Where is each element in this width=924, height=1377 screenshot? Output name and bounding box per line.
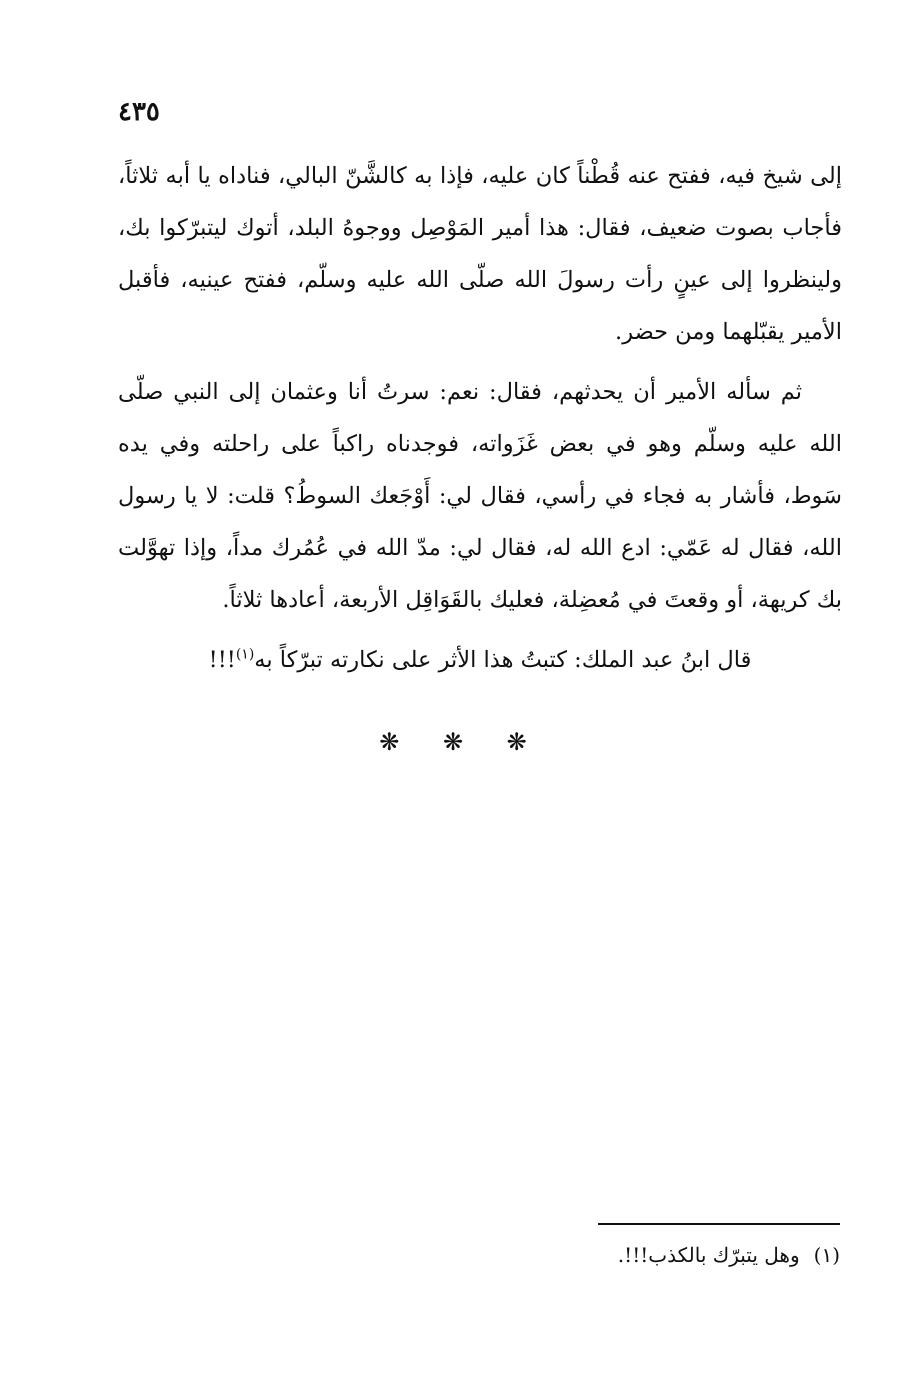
closing-text: قال ابنُ عبد الملك: كتبتُ هذا الأثر على نكارته تبرّكاً به: [254, 647, 752, 673]
closing-statement: [118, 634, 842, 686]
closing-exclamation: !!!: [208, 647, 236, 673]
footnote-reference[interactable]: (١): [235, 646, 255, 663]
main-text: [118, 150, 842, 694]
paragraph-2: ثم سأله الأمير أن يحدثهم، فقال: نعم: سرتُ أنا وعثمان إلى النبي صلّى الله عليه وسلّم وهو في بعض غَزَواته، فوجدناه راكباً على راحلته وفي يده سَوط، فأشار به فجاء في رأسي، فقال لي: أَوْجَعك السوطُ؟ قلت: لا يا رسول الله، فقال له عَمّي: ادع الله له، فقال لي: مدّ الله في عُمُرك مداً، وإذا تهوَّلت بك كريهة، أو وقعتَ في مُعضِلة، فعليك بالقَوَاقِل الأربعة، أعادها ثلاثاً.: [118, 379, 842, 613]
section-separator: ❋ ❋ ❋: [379, 728, 545, 756]
footnote-marker: (١): [813, 1243, 840, 1267]
paragraph-1: إلى شيخ فيه، ففتح عنه قُطْناً كان عليه، فإذا به كالشَّنّ البالي، فناداه يا أبه ثلاثاً، فأجاب بصوت ضعيف، فقال: هذا أمير المَوْصِل ووجوهُ البلد، أتوك ليتبرّكوا بك، ولينظروا إلى عينٍ رأت رسولَ الله صلّى الله عليه وسلّم، ففتح عينيه، فأقبل الأمير يقبّلهما ومن حضر.: [118, 163, 842, 345]
footnote-divider: [598, 1223, 840, 1225]
footnote-text: وهل يتبرّك بالكذب!!!.: [617, 1243, 800, 1267]
footnote: [118, 1240, 840, 1270]
page-number: ٤٣٥: [118, 97, 160, 127]
